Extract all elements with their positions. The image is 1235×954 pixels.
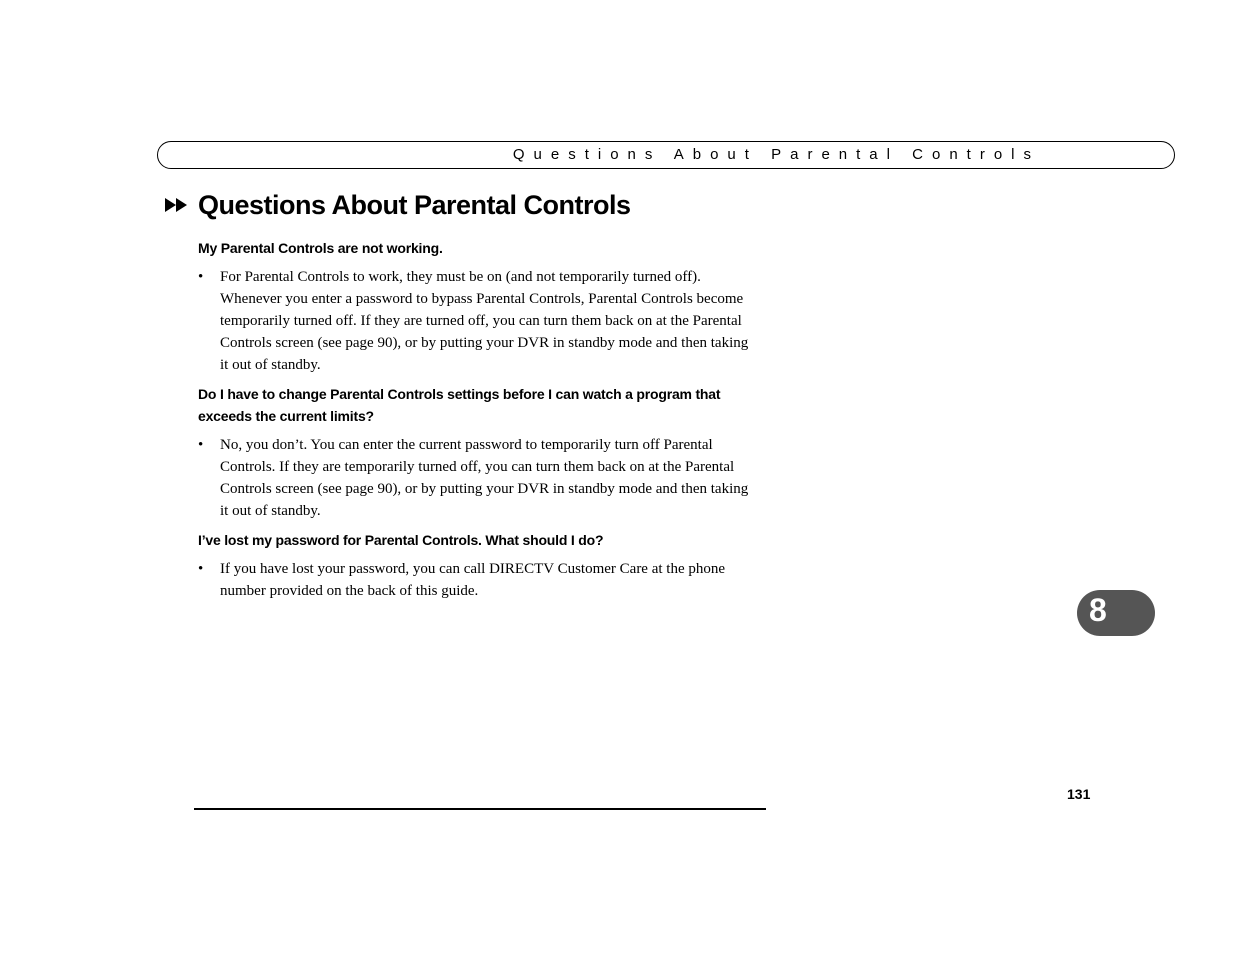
fast-forward-icon [164, 197, 190, 213]
bullet: • [198, 269, 204, 285]
running-header [157, 141, 1175, 169]
bullet: • [198, 561, 204, 577]
faq-answer-text: If you have lost your password, you can call DIRECTV Customer Care at the phone number provided on the back of this guide. [220, 561, 726, 599]
chapter-tab [1077, 590, 1155, 636]
faq-question: My Parental Controls are not working. [198, 240, 443, 256]
faq-content [198, 237, 768, 609]
page-title: Questions About Parental Controls [198, 190, 631, 220]
title-row [164, 188, 631, 222]
faq-answer [198, 266, 760, 376]
faq-answer [198, 558, 760, 602]
chapter-number: 8 [1089, 592, 1107, 628]
running-header-title: Questions About Parental Controls [512, 146, 1040, 163]
faq-answer-text: No, you don’t. You can enter the current password to temporarily turn off Parental Controls. If they are temporarily turned off, you can turn them back on at the Parental Controls screen (see page 90), or by putting your DVR in standby mode and then taking it out of standby. [220, 437, 749, 519]
page-number: 131 [1067, 786, 1091, 802]
footer-rule [194, 808, 766, 810]
faq-answer-text: For Parental Controls to work, they must be on (and not temporarily turned off). Whenever you enter a password to bypass Parental Controls, Parental Controls become temporarily turned off. If they are turned off, you can turn them back on at the Parental Controls screen (see page 90), or by putting your DVR in standby mode and then taking it out of standby. [220, 269, 749, 373]
faq-answer [198, 434, 760, 522]
bullet: • [198, 437, 204, 453]
faq-question: I’ve lost my password for Parental Controls. What should I do? [198, 532, 604, 548]
faq-question: Do I have to change Parental Controls settings before I can watch a program that exceeds the current limits? [198, 386, 721, 424]
